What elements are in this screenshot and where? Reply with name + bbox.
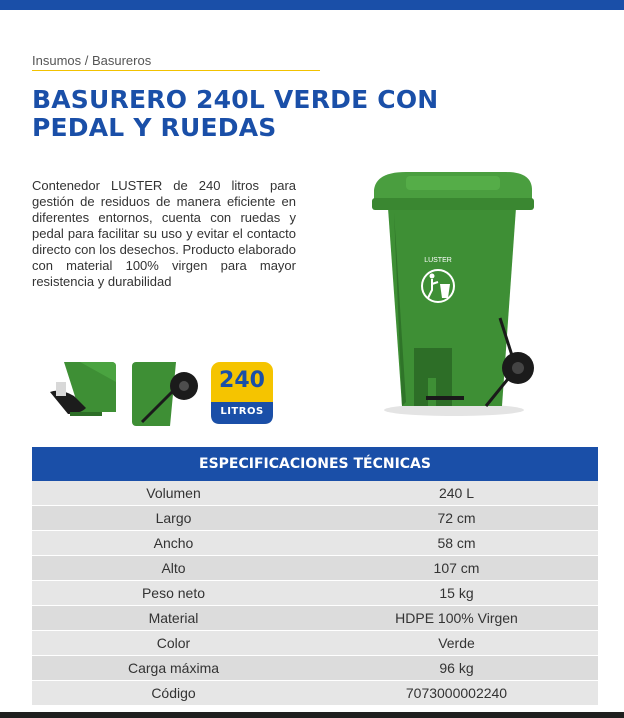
table-row [32, 631, 598, 656]
table-row [32, 581, 598, 606]
spec-value: 240 L [438, 485, 475, 501]
spec-label: Largo [155, 510, 192, 526]
pedal-thumb-image [50, 362, 116, 426]
thumbnail-wheel[interactable] [132, 362, 198, 426]
spec-label: Código [151, 685, 196, 701]
breadcrumb-underline [32, 70, 320, 71]
spec-label: Ancho [153, 535, 194, 551]
table-row [32, 681, 598, 706]
spec-value: 7073000002240 [405, 685, 508, 701]
table-row [32, 656, 598, 681]
spec-label: Material [148, 610, 199, 626]
spec-value: 96 kg [439, 660, 474, 676]
table-row [32, 531, 598, 556]
product-description: Contenedor LUSTER de 240 litros para gestión de residuos de manera eficiente en diferentes entornos, cuenta con ruedas y pedal para facilitar su uso y evitar el contacto directo con los desechos. Producto elaborado con material 100% virgen para mayor resistencia y durabilidad [32, 178, 296, 289]
spec-label: Carga máxima [127, 660, 220, 676]
spec-value: 15 kg [439, 585, 474, 601]
specs-rows [32, 481, 598, 706]
badge-label: LITROS [220, 406, 264, 417]
specs-heading: ESPECIFICACIONES TÉCNICAS [32, 447, 598, 481]
product-image [366, 168, 538, 418]
badge-number: 240 [219, 368, 265, 393]
spec-label: Color [156, 635, 191, 651]
spec-label: Alto [161, 560, 186, 576]
green-bin-illustration [366, 168, 538, 418]
table-row [32, 481, 598, 506]
spec-value: 58 cm [437, 535, 476, 551]
page-title: BASURERO 240L VERDE CON PEDAL Y RUEDAS [32, 85, 439, 142]
spec-value: 72 cm [437, 510, 476, 526]
capacity-badge [211, 362, 273, 424]
spec-value: 107 cm [433, 560, 480, 576]
breadcrumb[interactable]: Insumos / Basureros [32, 53, 152, 68]
spec-label: Volumen [146, 485, 201, 501]
specs-table [32, 447, 598, 706]
table-row [32, 506, 598, 531]
spec-label: Peso neto [141, 585, 206, 601]
wheel-thumb-image [132, 362, 198, 426]
spec-value: HDPE 100% Virgen [395, 610, 518, 626]
table-row [32, 556, 598, 581]
thumbnail-pedal[interactable] [50, 362, 116, 426]
bin-brand-text: LUSTER [424, 257, 452, 264]
table-row [32, 606, 598, 631]
bottom-bar [0, 712, 624, 718]
spec-value: Verde [438, 635, 475, 651]
top-bar [0, 0, 624, 10]
